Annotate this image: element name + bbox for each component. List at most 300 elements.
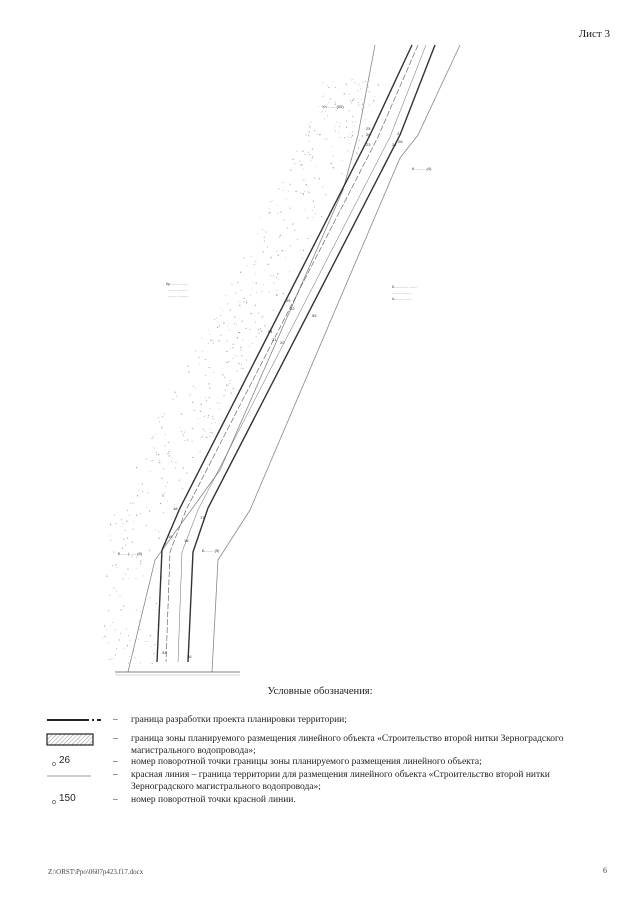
stipple-dot [122, 548, 123, 549]
stipple-dot [257, 233, 258, 234]
stipple-dot [256, 283, 257, 284]
stipple-dot [335, 131, 336, 132]
stipple-dot [220, 308, 221, 309]
stipple-dot [300, 164, 301, 165]
stipple-dot [255, 322, 256, 323]
stipple-dot [115, 523, 116, 524]
stipple-dot [126, 521, 127, 522]
stipple-dot [204, 416, 205, 417]
stipple-dot [327, 85, 328, 86]
stipple-dot [197, 418, 198, 419]
stipple-dot [309, 131, 310, 132]
stipple-dot [305, 154, 306, 155]
stipple-dot [246, 359, 247, 360]
stipple-dot [339, 126, 340, 127]
stipple-dot [217, 402, 218, 403]
stipple-dot [352, 122, 353, 123]
stipple-dot [239, 301, 240, 302]
stipple-dot [195, 351, 196, 352]
stipple-dot [155, 530, 156, 531]
stipple-dot [368, 87, 369, 88]
stipple-dot [112, 565, 113, 566]
stipple-dot [256, 292, 257, 293]
stipple-dot [133, 521, 134, 522]
stipple-dot [274, 284, 275, 285]
stipple-dot [132, 542, 133, 543]
stipple-dot [282, 182, 283, 183]
stipple-dot [352, 116, 353, 117]
stipple-dot [278, 254, 279, 255]
stipple-dot [286, 200, 287, 201]
stipple-dot [271, 257, 272, 258]
stipple-dot [163, 496, 164, 497]
stipple-dot [123, 578, 124, 579]
stipple-dot [255, 261, 256, 262]
stipple-dot [304, 191, 305, 192]
stipple-dot [325, 194, 326, 195]
stipple-dot [146, 641, 147, 642]
stipple-dot [163, 468, 164, 469]
point-number: 34 [162, 650, 167, 655]
stipple-dot [106, 575, 107, 576]
stipple-dot [120, 609, 121, 610]
stipple-dot [254, 264, 255, 265]
stipple-dot [146, 525, 147, 526]
stipple-dot [193, 386, 194, 387]
stipple-dot [321, 216, 322, 217]
stipple-dot [202, 351, 203, 352]
stipple-dot [316, 134, 317, 135]
stipple-dot [128, 662, 129, 663]
stipple-dot [356, 153, 357, 154]
stipple-dot [337, 122, 338, 123]
stipple-dot [187, 439, 188, 440]
stipple-dot [183, 435, 184, 436]
stipple-dot [355, 121, 356, 122]
stipple-dot [312, 158, 313, 159]
legend-dash: – [113, 770, 118, 780]
stipple-dot [312, 156, 313, 157]
stipple-dot [346, 84, 347, 85]
stipple-dot [104, 625, 105, 626]
stipple-dot [212, 433, 213, 434]
stipple-dot [199, 357, 200, 358]
stipple-dot [140, 662, 141, 663]
stipple-dot [335, 87, 336, 88]
stipple-dot [358, 102, 359, 103]
stipple-dot [303, 194, 304, 195]
stipple-dot [322, 186, 323, 187]
stipple-dot [328, 102, 329, 103]
stipple-dot [252, 282, 253, 283]
stipple-dot [241, 349, 242, 350]
stipple-dot [378, 84, 379, 85]
stipple-dot [210, 339, 211, 340]
stipple-dot [223, 310, 224, 311]
stipple-dot [246, 302, 247, 303]
stipple-dot [243, 368, 244, 369]
stipple-dot [152, 460, 153, 461]
stipple-dot [269, 291, 270, 292]
stipple-dot [312, 148, 313, 149]
stipple-dot [333, 155, 334, 156]
stipple-dot [237, 282, 238, 283]
stipple-dot [149, 550, 150, 551]
stipple-dot [300, 250, 301, 251]
stipple-dot [233, 388, 234, 389]
stipple-dot [153, 436, 154, 437]
stipple-dot [342, 173, 343, 174]
legend-dash: – [113, 757, 118, 767]
stipple-dot [226, 362, 227, 363]
stipple-dot [209, 387, 210, 388]
label-right-mid-2: ......... .......... [392, 291, 412, 295]
stipple-dot [350, 100, 351, 101]
stipple-dot [226, 384, 227, 385]
stipple-dot [140, 561, 141, 562]
stipple-dot [179, 427, 180, 428]
stipple-dot [136, 467, 137, 468]
stipple-dot [330, 99, 331, 100]
stipple-dot [120, 633, 121, 634]
stipple-dot [226, 351, 227, 352]
stipple-dot [333, 167, 334, 168]
label-lower-right: Б.........(5) [202, 548, 220, 553]
stipple-dot [220, 335, 221, 336]
stipple-dot [169, 455, 170, 456]
stipple-dot [194, 410, 195, 411]
stipple-dot [114, 588, 115, 589]
stipple-dot [308, 135, 309, 136]
stipple-dot [157, 609, 158, 610]
stipple-dot [127, 645, 128, 646]
stipple-dot [243, 301, 244, 302]
stipple-dot [192, 457, 193, 458]
stipple-dot [175, 462, 176, 463]
label-left-mid-2: ........ ........... [168, 288, 188, 292]
stipple-dot [244, 298, 245, 299]
stipple-dot [312, 210, 313, 211]
stipple-dot [240, 318, 241, 319]
stipple-dot [129, 578, 130, 579]
stipple-dot [362, 104, 363, 105]
stipple-dot [318, 106, 319, 107]
stipple-dot [164, 445, 165, 446]
legend-dash: – [113, 715, 118, 725]
stipple-dot [208, 415, 209, 416]
stipple-dot [112, 658, 113, 659]
stipple-dot [373, 100, 374, 101]
stipple-dot [309, 126, 310, 127]
stipple-dot [346, 127, 347, 128]
stipple-dot [277, 273, 278, 274]
stipple-dot [205, 431, 206, 432]
legend-dash: – [113, 795, 118, 805]
stipple-dot [255, 274, 256, 275]
stipple-dot [307, 217, 308, 218]
stipple-dot [116, 591, 117, 592]
stipple-dot [195, 388, 196, 389]
stipple-dot [184, 432, 185, 433]
stipple-dot [324, 139, 325, 140]
stipple-dot [322, 111, 323, 112]
stipple-dot [318, 184, 319, 185]
stipple-dot [205, 397, 206, 398]
stipple-dot [349, 137, 350, 138]
stipple-dot [369, 105, 370, 106]
stipple-dot [307, 238, 308, 239]
stipple-dot [162, 494, 163, 495]
stipple-dot [132, 503, 133, 504]
stipple-dot [302, 258, 303, 259]
stipple-dot [264, 237, 265, 238]
stipple-dot [287, 228, 288, 229]
point-number: 26 [366, 132, 371, 137]
stipple-dot [261, 330, 262, 331]
stipple-dot [163, 512, 164, 513]
stipple-dot [219, 325, 220, 326]
stipple-dot [305, 135, 306, 136]
stipple-dot [352, 79, 353, 80]
legend-description: номер поворотной точки красной линии. [131, 795, 296, 805]
legend-title: Условные обозначения: [267, 686, 373, 697]
stipple-dot [225, 295, 226, 296]
stipple-dot [160, 503, 161, 504]
stipple-dot [263, 251, 264, 252]
stipple-dot [171, 461, 172, 462]
stipple-dot [289, 271, 290, 272]
stipple-dot [167, 501, 168, 502]
stipple-dot [355, 82, 356, 83]
stipple-dot [276, 251, 277, 252]
label-right-mid-3: А......... ........ [392, 297, 412, 301]
point-number: 29 [286, 298, 291, 303]
stipple-dot [280, 211, 281, 212]
stipple-dot [106, 629, 107, 630]
stipple-dot [249, 346, 250, 347]
stipple-dot [102, 637, 103, 638]
stipple-dot [260, 328, 261, 329]
stipple-dot [345, 83, 346, 84]
stipple-dot [234, 323, 235, 324]
stipple-dot [286, 257, 287, 258]
stipple-dot [158, 454, 159, 455]
stipple-dot [279, 236, 280, 237]
stipple-dot [322, 82, 323, 83]
stipple-dot [161, 427, 162, 428]
stipple-dot [210, 367, 211, 368]
stipple-dot [211, 423, 212, 424]
stipple-dot [270, 201, 271, 202]
stipple-dot [192, 428, 193, 429]
stipple-dot [213, 342, 214, 343]
stipple-dot [292, 223, 293, 224]
project-boundary-right [212, 45, 460, 672]
stipple-dot [338, 132, 339, 133]
stipple-dot [246, 328, 247, 329]
zone-boundary-left [157, 45, 412, 662]
stipple-dot [168, 442, 169, 443]
point-number: 19 [168, 534, 173, 539]
map-drawing [100, 40, 560, 680]
stipple-dot [231, 393, 232, 394]
stipple-dot [346, 121, 347, 122]
stipple-dot [108, 610, 109, 611]
stipple-dot [283, 236, 284, 237]
stipple-dot [110, 524, 111, 525]
stipple-dot [179, 480, 180, 481]
stipple-dot [276, 295, 277, 296]
zone-point-number: 26 [59, 755, 71, 766]
stipple-dot [149, 510, 150, 511]
stipple-dot [364, 96, 365, 97]
stipple-dot [182, 488, 183, 489]
stipple-dot [350, 143, 351, 144]
stipple-dot [201, 437, 202, 438]
stipple-dot [126, 629, 127, 630]
stipple-dot [342, 160, 343, 161]
stipple-dot [120, 595, 121, 596]
planning-map [100, 40, 560, 680]
stipple-dot [119, 639, 120, 640]
stipple-dot [243, 340, 244, 341]
stipple-dot [123, 606, 124, 607]
stipple-dot [269, 208, 270, 209]
stipple-dot [351, 80, 352, 81]
stipple-dot [190, 394, 191, 395]
stipple-dot [235, 293, 236, 294]
stipple-dot [211, 432, 212, 433]
stipple-dot [165, 486, 166, 487]
stipple-dot [176, 396, 177, 397]
stipple-dot [147, 507, 148, 508]
stipple-dot [112, 622, 113, 623]
stipple-dot [227, 326, 228, 327]
stipple-dot [158, 417, 159, 418]
stipple-dot [115, 564, 116, 565]
point-number: 24 [392, 142, 397, 147]
stipple-dot [264, 270, 265, 271]
stipple-dot [262, 316, 263, 317]
stipple-dot [243, 320, 244, 321]
label-right-upper: К...........(4) [412, 166, 432, 171]
stipple-dot [159, 421, 160, 422]
sheet-label: Лист 3 [578, 28, 610, 40]
stipple-dot [133, 529, 134, 530]
point-number: 20 [280, 340, 285, 345]
stipple-dot [284, 220, 285, 221]
stipple-dot [241, 355, 242, 356]
stipple-dot [261, 317, 262, 318]
stipple-dot [327, 115, 328, 116]
stipple-dot [114, 515, 115, 516]
stipple-dot [362, 135, 363, 136]
stipple-dot [319, 134, 320, 135]
stipple-dot [121, 519, 122, 520]
stipple-dot [264, 325, 265, 326]
stipple-dot [256, 336, 257, 337]
stipple-dot [234, 316, 235, 317]
stipple-dot [150, 597, 151, 598]
red-line-point-number: 150 [59, 793, 76, 804]
stipple-dot [208, 330, 209, 331]
stipple-dot [351, 102, 352, 103]
stipple-dot [187, 366, 188, 367]
point-number: 36 [187, 654, 192, 659]
stipple-dot [326, 138, 327, 139]
stipple-dot [142, 491, 143, 492]
point-number: 22 [290, 306, 295, 311]
label-left-mid-1: Кр.......... ........ [166, 282, 189, 286]
stipple-dot [110, 625, 111, 626]
stipple-dot [262, 229, 263, 230]
stipple-dot [184, 440, 185, 441]
stipple-dot [304, 210, 305, 211]
stipple-dot [250, 295, 251, 296]
stipple-dot [235, 355, 236, 356]
stipple-dot [200, 411, 201, 412]
stipple-dot [300, 161, 301, 162]
stipple-dot [130, 640, 131, 641]
legend-description: номер поворотной точки границы зоны планируемого размещения линейного объекта; [131, 757, 482, 767]
stipple-dot [314, 177, 315, 178]
stipple-dot [309, 141, 310, 142]
stipple-area [100, 78, 379, 664]
stipple-dot [295, 191, 296, 192]
stipple-dot [239, 305, 240, 306]
stipple-dot [283, 293, 284, 294]
stipple-dot [181, 414, 182, 415]
stipple-dot [208, 367, 209, 368]
stipple-dot [125, 574, 126, 575]
stipple-dot [127, 569, 128, 570]
project-boundary-left [128, 45, 375, 672]
stipple-dot [115, 629, 116, 630]
stipple-dot [273, 275, 274, 276]
stipple-dot [325, 111, 326, 112]
stipple-dot [146, 459, 147, 460]
stipple-dot [136, 556, 137, 557]
stipple-dot [280, 235, 281, 236]
stipple-dot [205, 375, 206, 376]
stipple-dot [209, 436, 210, 437]
stipple-dot [140, 612, 141, 613]
stipple-dot [159, 462, 160, 463]
stipple-dot [213, 418, 214, 419]
stipple-dot [310, 121, 311, 122]
stipple-dot [154, 448, 155, 449]
stipple-dot [143, 575, 144, 576]
stipple-dot [241, 321, 242, 322]
stipple-dot [357, 90, 358, 91]
stipple-dot [124, 530, 125, 531]
stipple-dot [246, 265, 247, 266]
label-right-mid-1: Б.............. ........ [392, 285, 417, 289]
stipple-dot [360, 89, 361, 90]
stipple-dot [136, 609, 137, 610]
pipeline-line-1 [166, 45, 418, 662]
stipple-dot [222, 374, 223, 375]
stipple-dot [127, 538, 128, 539]
legend-description: красная линия – граница территории для размещения линейного объекта «Строительство второй нитки Зерноградского магистрального водопровода»; [131, 770, 550, 792]
stipple-dot [315, 213, 316, 214]
stipple-dot [172, 458, 173, 459]
stipple-dot [365, 81, 366, 82]
stipple-dot [369, 91, 370, 92]
stipple-dot [151, 647, 152, 648]
stipple-dot [156, 434, 157, 435]
stipple-dot [303, 169, 304, 170]
